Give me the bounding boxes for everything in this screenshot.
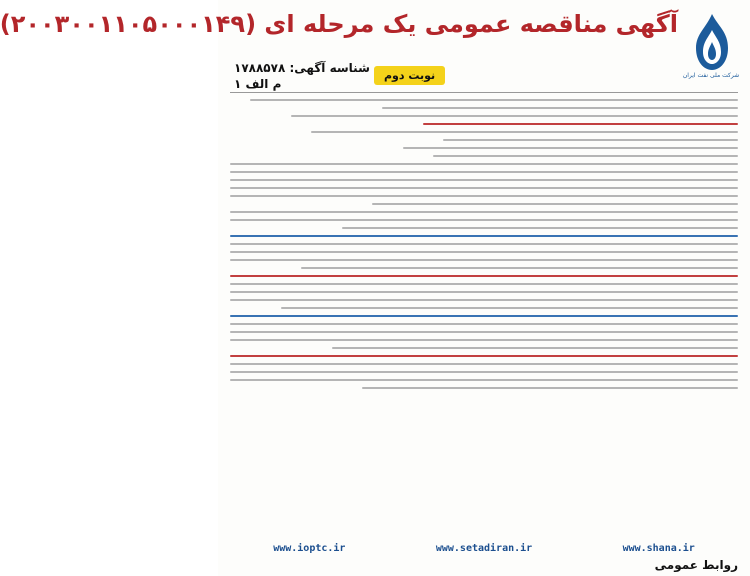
footer-url[interactable]: www.setadiran.ir <box>435 543 533 554</box>
footer-url[interactable]: www.ioptc.ir <box>273 543 346 554</box>
nioc-flame-logo-icon <box>688 12 736 76</box>
public-relations-signature: روابط عمومی <box>654 558 738 572</box>
header-divider <box>230 92 738 93</box>
notice-sub-number: م الف ۱ <box>234 77 282 91</box>
footer-urls <box>228 543 740 554</box>
footer-url[interactable]: www.shana.ir <box>622 543 695 554</box>
notice-headline: آگهی مناقصه عمومی یک مرحله ای (۲۰۰۳۰۰۱۱۰۵۰۰۰۱۴۹) <box>0 10 678 38</box>
notice-id <box>234 60 370 92</box>
notice-body-text <box>230 99 738 543</box>
round-badge: نوبت دوم <box>374 66 445 85</box>
logo-caption: شرکت ملی نفت ایران <box>682 72 740 79</box>
notice-number: شناسه آگهی: ۱۷۸۸۵۷۸ <box>234 61 370 75</box>
notice-header <box>0 6 742 92</box>
